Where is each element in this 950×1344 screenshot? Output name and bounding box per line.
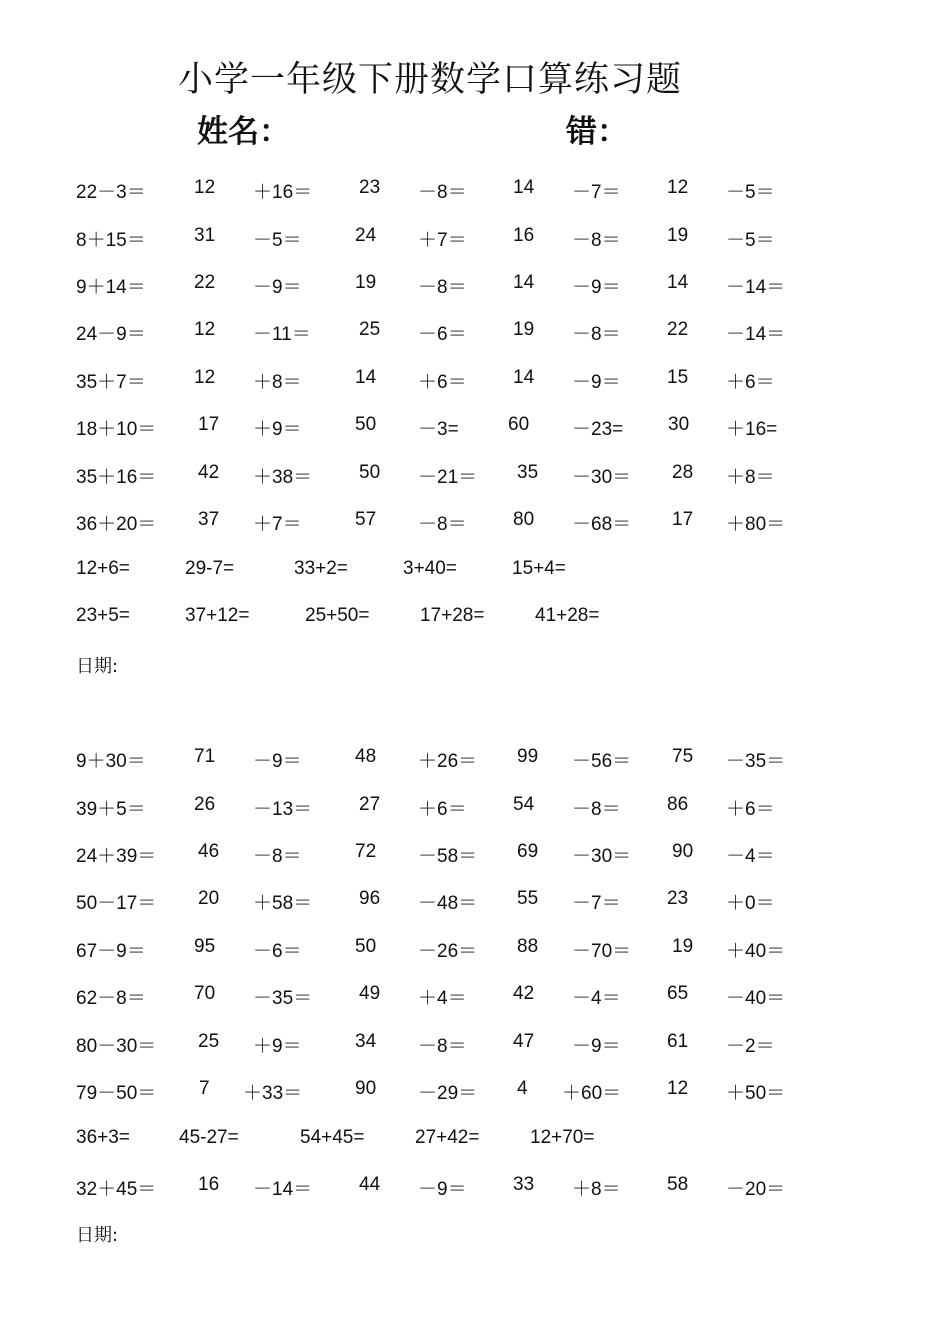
problem-cell: ＋16= xyxy=(726,419,778,440)
problem-cell: －5＝ xyxy=(253,230,302,251)
problem-cell: ＋60＝ xyxy=(562,1083,622,1104)
problem-cell: 26 xyxy=(194,794,216,815)
problem-cell: 42 xyxy=(198,462,220,483)
problem-row xyxy=(0,1174,950,1204)
problem-cell: －8＝ xyxy=(418,182,467,203)
problem-cell: 70 xyxy=(194,983,216,1004)
problem-cell: 12 xyxy=(194,367,216,388)
problem-cell: 37 xyxy=(198,509,220,530)
problem-cell: －30＝ xyxy=(572,467,632,488)
problem-cell: －2＝ xyxy=(726,1036,775,1057)
problem-cell: 79－50＝ xyxy=(76,1083,157,1104)
problem-cell: 14 xyxy=(513,367,535,388)
problem-cell: －14＝ xyxy=(726,277,786,298)
problem-row xyxy=(0,177,950,207)
problem-cell: ＋16＝ xyxy=(253,182,313,203)
problem-cell: 50 xyxy=(355,936,377,957)
problem-cell: －8＝ xyxy=(572,799,621,820)
problem-cell: 12 xyxy=(667,1078,689,1099)
problem-cell: 42 xyxy=(513,983,535,1004)
problem-cell: 61 xyxy=(667,1031,689,1052)
problem-cell: 45-27= xyxy=(179,1127,239,1148)
problem-cell: －8＝ xyxy=(418,277,467,298)
problem-cell: 50 xyxy=(359,462,381,483)
problem-cell: －20＝ xyxy=(726,1179,786,1200)
problem-row xyxy=(0,462,950,492)
problem-cell: －23= xyxy=(572,419,624,440)
problem-cell: ＋26＝ xyxy=(418,751,478,772)
problem-cell: －9＝ xyxy=(572,277,621,298)
problem-cell: －48＝ xyxy=(418,893,478,914)
problem-cell: 86 xyxy=(667,794,689,815)
problem-cell: 55 xyxy=(517,888,539,909)
problem-cell: －26＝ xyxy=(418,941,478,962)
problem-cell: ＋8＝ xyxy=(253,372,302,393)
problem-cell: 22 xyxy=(667,319,689,340)
problem-cell: －9＝ xyxy=(253,277,302,298)
problem-cell: 19 xyxy=(513,319,535,340)
problem-cell: －5＝ xyxy=(726,230,775,251)
problem-cell: 19 xyxy=(667,225,689,246)
problem-cell: 7 xyxy=(199,1078,210,1099)
problem-cell: 33 xyxy=(513,1174,535,1195)
problem-cell: 39＋5＝ xyxy=(76,799,146,820)
problem-cell: －8＝ xyxy=(418,514,467,535)
problem-cell: 19 xyxy=(672,936,694,957)
error-count-label: 错： xyxy=(566,114,628,150)
problem-cell: 65 xyxy=(667,983,689,1004)
problem-cell: －9＝ xyxy=(572,1036,621,1057)
problem-cell: 32＋45＝ xyxy=(76,1179,157,1200)
problem-cell: 23 xyxy=(359,177,381,198)
problem-cell: ＋7＝ xyxy=(253,514,302,535)
problem-cell: 34 xyxy=(355,1031,377,1052)
problem-row xyxy=(0,509,950,539)
worksheet-title: 小学一年级下册数学口算练习题 xyxy=(178,60,683,100)
problem-cell: 46 xyxy=(198,841,220,862)
problem-cell: ＋33＝ xyxy=(243,1083,303,1104)
problem-cell: 16 xyxy=(198,1174,220,1195)
problem-cell: －4＝ xyxy=(726,846,775,867)
problem-cell: －7＝ xyxy=(572,182,621,203)
problem-cell: 58 xyxy=(667,1174,689,1195)
name-label: 姓名： xyxy=(197,114,290,150)
problem-cell: ＋6＝ xyxy=(726,799,775,820)
problem-cell: 50 xyxy=(355,414,377,435)
problem-cell: 75 xyxy=(672,746,694,767)
problem-cell: 99 xyxy=(517,746,539,767)
problem-cell: 90 xyxy=(672,841,694,862)
problem-cell: 57 xyxy=(355,509,377,530)
problem-cell: 31 xyxy=(194,225,216,246)
problem-cell: 14 xyxy=(513,177,535,198)
problem-row xyxy=(0,936,950,966)
problem-cell: －6＝ xyxy=(253,941,302,962)
problem-cell: 44 xyxy=(359,1174,381,1195)
problem-cell: 60 xyxy=(508,414,530,435)
problem-cell: －68＝ xyxy=(572,514,632,535)
problem-cell: ＋80＝ xyxy=(726,514,786,535)
problem-cell: 37+12= xyxy=(185,605,250,626)
problem-cell: ＋9＝ xyxy=(253,419,302,440)
problem-cell: 33+2= xyxy=(294,558,348,579)
problem-cell: －14＝ xyxy=(726,324,786,345)
problem-cell: 35 xyxy=(517,462,539,483)
problem-row xyxy=(0,225,950,255)
problem-cell: 54+45= xyxy=(300,1127,365,1148)
problem-cell: 4 xyxy=(517,1078,528,1099)
problem-cell: 12 xyxy=(194,319,216,340)
problem-cell: 71 xyxy=(194,746,216,767)
problem-cell: 16 xyxy=(513,225,535,246)
problem-cell: －8＝ xyxy=(572,230,621,251)
problem-row xyxy=(0,888,950,918)
problem-cell: 15 xyxy=(667,367,689,388)
problem-cell: 14 xyxy=(355,367,377,388)
problem-row xyxy=(0,414,950,444)
problem-cell: －9＝ xyxy=(572,372,621,393)
problem-cell: ＋0＝ xyxy=(726,893,775,914)
problem-cell: 3+40= xyxy=(403,558,457,579)
problem-cell: －4＝ xyxy=(572,988,621,1009)
problem-cell: 23+5= xyxy=(76,605,130,626)
problem-cell: 25 xyxy=(359,319,381,340)
problem-cell: －70＝ xyxy=(572,941,632,962)
problem-cell: －14＝ xyxy=(253,1179,313,1200)
problem-row xyxy=(0,319,950,349)
problem-row xyxy=(0,605,950,635)
problem-cell: 36+3= xyxy=(76,1127,130,1148)
problem-cell: 24 xyxy=(355,225,377,246)
problem-cell: －58＝ xyxy=(418,846,478,867)
problem-cell: ＋6＝ xyxy=(418,372,467,393)
problem-cell: 88 xyxy=(517,936,539,957)
problem-cell: 54 xyxy=(513,794,535,815)
problem-cell: －8＝ xyxy=(253,846,302,867)
problem-cell: 23 xyxy=(667,888,689,909)
problem-cell: －9＝ xyxy=(418,1179,467,1200)
problem-row xyxy=(0,1127,950,1157)
problem-cell: 18＋10＝ xyxy=(76,419,157,440)
problem-cell: 69 xyxy=(517,841,539,862)
problem-cell: 25 xyxy=(198,1031,220,1052)
problem-cell: ＋6＝ xyxy=(418,799,467,820)
problem-cell: －5＝ xyxy=(726,182,775,203)
problem-row xyxy=(0,983,950,1013)
problem-cell: 25+50= xyxy=(305,605,370,626)
problem-cell: 90 xyxy=(355,1078,377,1099)
problem-cell: －7＝ xyxy=(572,893,621,914)
problem-cell: 47 xyxy=(513,1031,535,1052)
problem-cell: －13＝ xyxy=(253,799,313,820)
problem-cell: 96 xyxy=(359,888,381,909)
problem-cell: 67－9＝ xyxy=(76,941,146,962)
problem-cell: －9＝ xyxy=(253,751,302,772)
problem-cell: ＋40＝ xyxy=(726,941,786,962)
problem-cell: 12 xyxy=(194,177,216,198)
problem-cell: ＋4＝ xyxy=(418,988,467,1009)
problem-cell: 36＋20＝ xyxy=(76,514,157,535)
date-label: 日期: xyxy=(76,656,119,677)
problem-cell: －29＝ xyxy=(418,1083,478,1104)
problem-cell: 22 xyxy=(194,272,216,293)
problem-cell: －6＝ xyxy=(418,324,467,345)
problem-cell: ＋6＝ xyxy=(726,372,775,393)
problem-cell: 15+4= xyxy=(512,558,566,579)
problem-cell: 9＋14＝ xyxy=(76,277,146,298)
problem-cell: 9＋30＝ xyxy=(76,751,146,772)
problem-cell: 41+28= xyxy=(535,605,600,626)
problem-cell: 28 xyxy=(672,462,694,483)
problem-cell: －3= xyxy=(418,419,459,440)
problem-cell: 12 xyxy=(667,177,689,198)
problem-cell: －21＝ xyxy=(418,467,478,488)
problem-cell: 62－8＝ xyxy=(76,988,146,1009)
problem-cell: 72 xyxy=(355,841,377,862)
problem-cell: ＋9＝ xyxy=(253,1036,302,1057)
problem-cell: 17+28= xyxy=(420,605,485,626)
problem-cell: －30＝ xyxy=(572,846,632,867)
problem-cell: 8＋15＝ xyxy=(76,230,146,251)
problem-cell: 19 xyxy=(355,272,377,293)
problem-cell: ＋58＝ xyxy=(253,893,313,914)
problem-cell: 22－3＝ xyxy=(76,182,146,203)
problem-row xyxy=(0,367,950,397)
problem-row xyxy=(0,794,950,824)
problem-cell: 12+70= xyxy=(530,1127,595,1148)
problem-row xyxy=(0,746,950,776)
problem-cell: －35＝ xyxy=(726,751,786,772)
problem-cell: 80 xyxy=(513,509,535,530)
problem-cell: 24＋39＝ xyxy=(76,846,157,867)
problem-cell: 20 xyxy=(198,888,220,909)
problem-cell: 27+42= xyxy=(415,1127,480,1148)
problem-cell: －8＝ xyxy=(418,1036,467,1057)
problem-row xyxy=(0,1031,950,1061)
problem-cell: 35＋16＝ xyxy=(76,467,157,488)
problem-row xyxy=(0,272,950,302)
problem-row xyxy=(0,1078,950,1108)
problem-cell: 17 xyxy=(672,509,694,530)
problem-cell: ＋8＝ xyxy=(572,1179,621,1200)
problem-cell: ＋50＝ xyxy=(726,1083,786,1104)
problem-cell: 35＋7＝ xyxy=(76,372,146,393)
date-label: 日期: xyxy=(76,1225,119,1246)
problem-cell: 27 xyxy=(359,794,381,815)
problem-row xyxy=(0,558,950,588)
problem-cell: ＋8＝ xyxy=(726,467,775,488)
problem-cell: －35＝ xyxy=(253,988,313,1009)
problem-cell: 30 xyxy=(668,414,690,435)
problem-cell: 50－17＝ xyxy=(76,893,157,914)
problem-cell: 12+6= xyxy=(76,558,130,579)
problem-cell: 14 xyxy=(667,272,689,293)
problem-cell: 14 xyxy=(513,272,535,293)
problem-cell: －11＝ xyxy=(253,324,311,345)
problem-row xyxy=(0,841,950,871)
problem-cell: －40＝ xyxy=(726,988,786,1009)
problem-cell: －56＝ xyxy=(572,751,632,772)
problem-cell: 48 xyxy=(355,746,377,767)
problem-cell: 49 xyxy=(359,983,381,1004)
problem-cell: 95 xyxy=(194,936,216,957)
problem-cell: 80－30＝ xyxy=(76,1036,157,1057)
problem-cell: ＋38＝ xyxy=(253,467,313,488)
problem-cell: 24－9＝ xyxy=(76,324,146,345)
problem-cell: 17 xyxy=(198,414,220,435)
problem-cell: 29-7= xyxy=(185,558,235,579)
problem-cell: －8＝ xyxy=(572,324,621,345)
problem-cell: ＋7＝ xyxy=(418,230,467,251)
